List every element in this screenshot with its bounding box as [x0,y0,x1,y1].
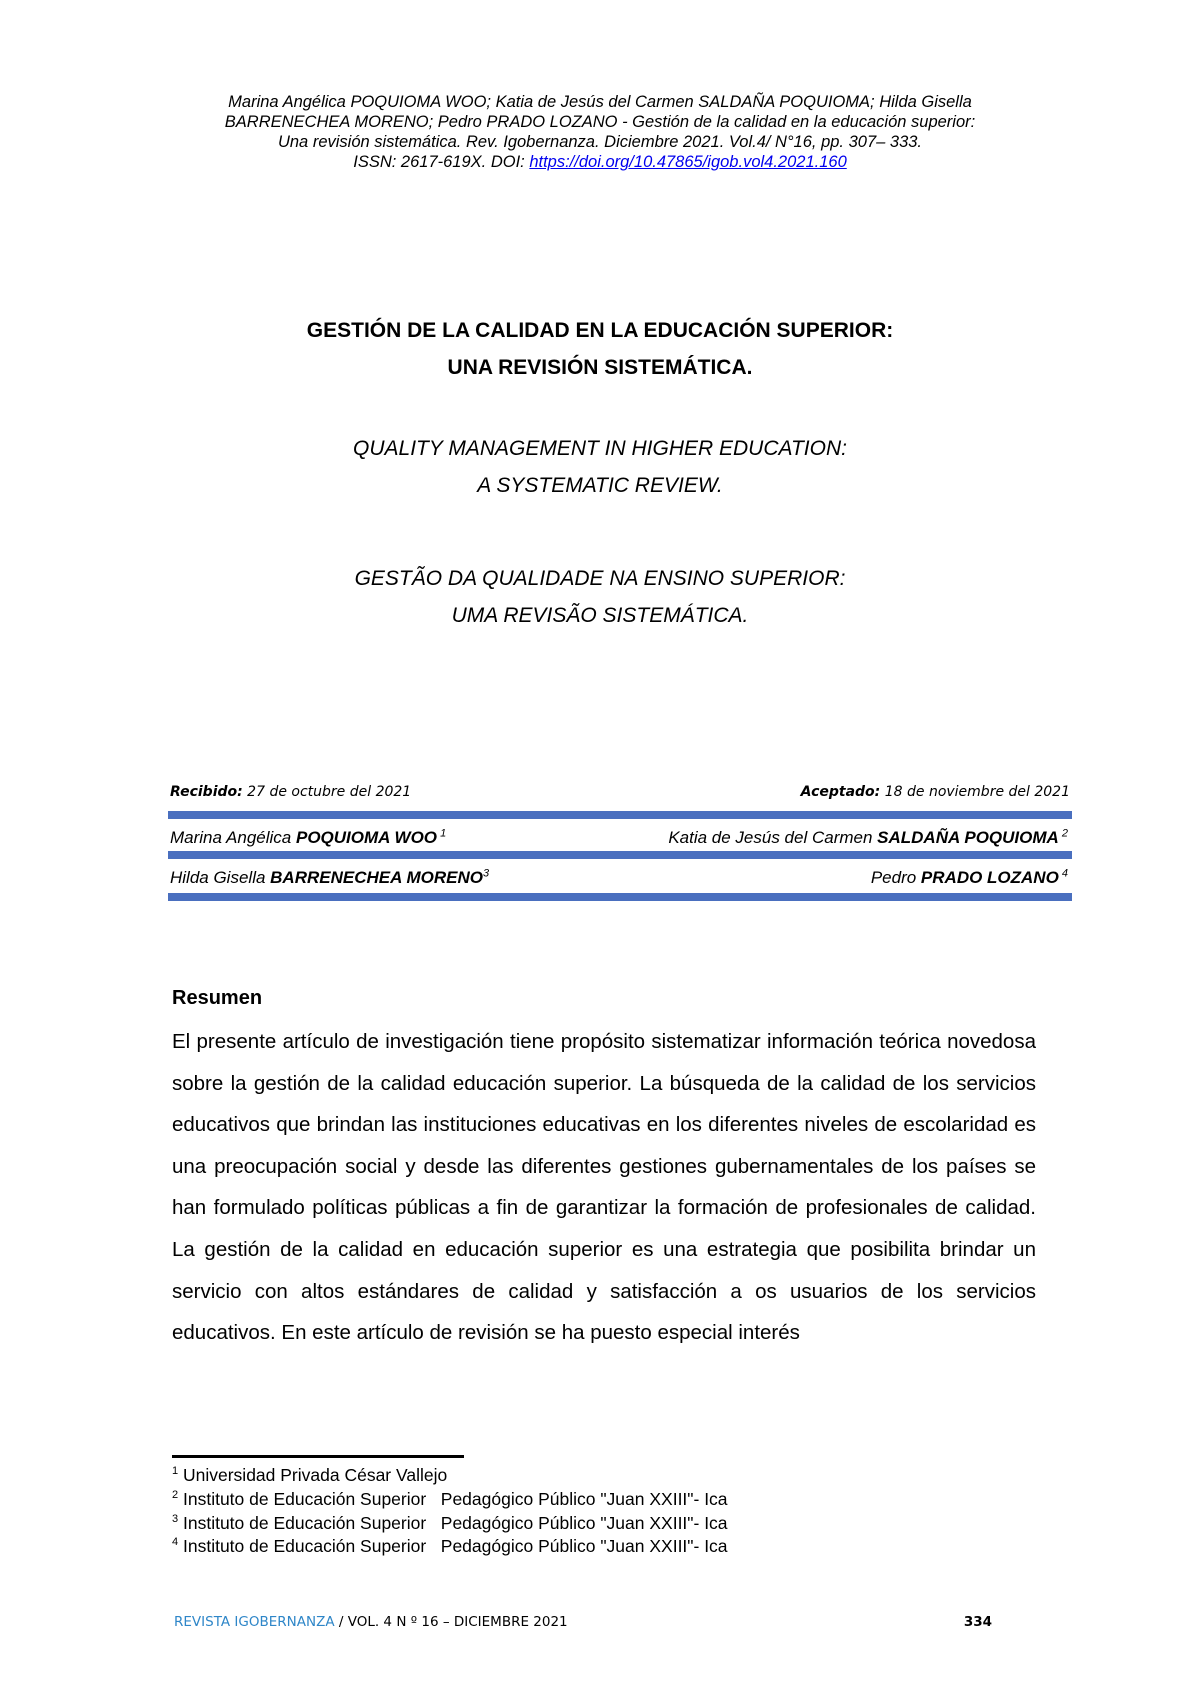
author-affiliation-mark: 4 [1058,867,1068,880]
author-affiliation-mark: 2 [1058,827,1068,840]
footnote-mark: 1 [172,1465,179,1478]
title-spanish [150,312,1050,386]
received-date [170,784,411,800]
author-given-name: Pedro [870,868,921,887]
title-english [150,430,1050,504]
title-spanish-line-1: GESTIÓN DE LA CALIDAD EN LA EDUCACIÓN SUPERIOR: [306,319,894,342]
title-portuguese-line-1: GESTÃO DA QUALIDADE NA ENSINO SUPERIOR: [354,567,846,590]
footnote-text: Instituto de Educación Superior Pedagógico Público "Juan XXIII"- Ica [178,1536,728,1557]
footnote-4 [172,1535,1032,1559]
author-given-name: Hilda Gisella [170,868,271,887]
author-affiliation-mark: 3 [482,867,490,880]
author-2 [668,826,1068,850]
authors-row-1 [170,826,1068,850]
authors-row-2 [170,866,1068,890]
received-value: 27 de octubre del 2021 [242,784,412,800]
abstract-heading: Resumen [172,987,263,1009]
abstract-body: El presente artículo de investigación tiene propósito sistematizar información teórica novedosa sobre la gestión de la calidad educación superior. La búsqueda de la calidad de los servicios educativos que brindan las instituciones educativas en los diferentes niveles de escolaridad es una preocupación social y desde las diferentes gestiones gubernamentales de los países se han formulado políticas públicas a fin de garantizar la formación de profesionales de calidad. La gestión de la calidad en educación superior es una estrategia que posibilita brindar un servicio con altos estándares de calidad y satisfacción a os usuarios de los servicios educativos. En este artículo de revisión se ha puesto especial interés [172,1030,1036,1345]
footnote-2 [172,1488,1032,1512]
divider-bar [168,851,1072,859]
footnote-mark: 4 [172,1536,179,1549]
page-footer [174,1614,992,1636]
accepted-label: Aceptado: [800,784,881,800]
author-surname: SALDAÑA POQUIOMA [877,828,1059,847]
author-given-name: Marina Angélica [170,828,296,847]
title-portuguese [150,560,1050,634]
received-label: Recibido: [170,784,243,800]
citation-line-4 [150,152,1050,172]
footnote-text: Instituto de Educación Superior Pedagógico Público "Juan XXIII"- Ica [178,1512,728,1533]
dates-row [170,784,1070,806]
accepted-value: 18 de noviembre del 2021 [880,784,1070,800]
author-affiliation-mark: 1 [437,827,447,840]
footer-journal-info [174,1614,568,1630]
doi-link[interactable]: https://doi.org/10.47865/igob.vol4.2021.160 [529,153,847,171]
accepted-date [801,784,1070,800]
divider-bar [168,893,1072,901]
footnote-3 [172,1512,1032,1536]
citation-line-2: BARRENECHEA MORENO; Pedro PRADO LOZANO - Gestión de la calidad en la educación superior: [224,113,976,131]
footer-issue: / VOL. 4 N º 16 – DICIEMBRE 2021 [334,1614,568,1630]
footnote-text: Instituto de Educación Superior Pedagógico Público "Juan XXIII"- Ica [178,1488,728,1509]
author-4 [871,866,1068,890]
author-given-name: Katia de Jesús del Carmen [668,828,878,847]
author-surname: PRADO LOZANO [920,868,1059,887]
footnote-1 [172,1464,1032,1488]
citation-header [150,92,1050,172]
title-english-line-2: A SYSTEMATIC REVIEW. [477,474,723,497]
footnote-separator [172,1455,464,1458]
footnotes [172,1464,1032,1559]
title-spanish-line-2: UNA REVISIÓN SISTEMÁTICA. [447,356,753,379]
footnote-text: Universidad Privada César Vallejo [178,1465,448,1485]
author-surname: BARRENECHEA MORENO [270,868,483,887]
issn-doi-prefix: ISSN: 2617-619X. DOI: [353,153,530,171]
author-surname: POQUIOMA WOO [296,828,438,847]
title-english-line-1: QUALITY MANAGEMENT IN HIGHER EDUCATION: [353,437,847,460]
citation-line-1: Marina Angélica POQUIOMA WOO; Katia de Jesús del Carmen SALDAÑA POQUIOMA; Hilda Gisella [228,93,972,111]
footnote-mark: 2 [172,1488,179,1501]
divider-bar [168,811,1072,819]
page-number: 334 [963,1614,992,1630]
footnote-mark: 3 [172,1512,179,1525]
title-portuguese-line-2: UMA REVISÃO SISTEMÁTICA. [451,604,749,627]
citation-line-3: Una revisión sistemática. Rev. Igobernanza. Diciembre 2021. Vol.4/ N°16, pp. 307– 333. [277,133,923,151]
footer-journal-name: REVISTA IGOBERNANZA [174,1614,335,1630]
author-3 [170,866,489,890]
author-1 [170,826,446,850]
